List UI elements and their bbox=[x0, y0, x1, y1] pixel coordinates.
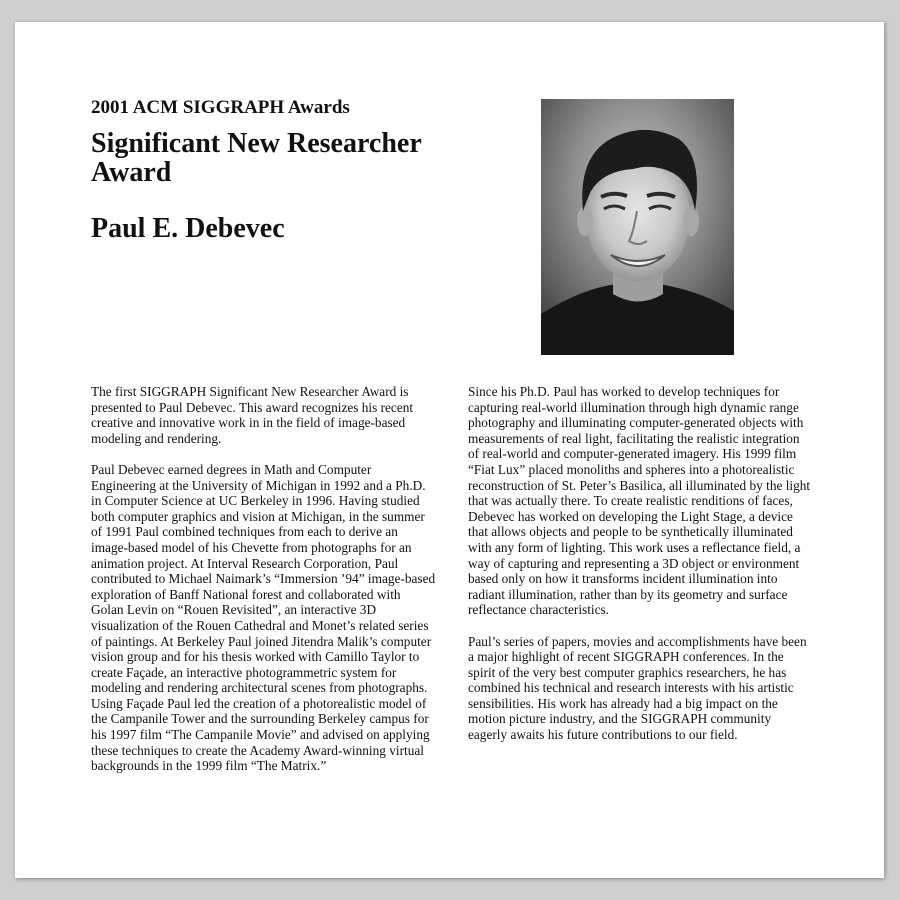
right-column-text bbox=[468, 384, 813, 758]
header-block bbox=[91, 97, 431, 243]
paragraph: Since his Ph.D. Paul has worked to develop techniques for capturing real-world illumination through high dynamic range photography and illuminating computer-generated objects with measurements of real light, facilitating the realistic integration of real-world and computer-generated imagery. His 1999 film “Fiat Lux” placed monoliths and spheres into a photorealistic reconstruction of St. Peter’s Basilica, all illuminated by the light that was actually there. To create realistic renditions of faces, Debevec has worked on developing the Light Stage, a device that allows objects and people to be synthetically illuminated with any form of lighting. This work uses a reflectance field, a way of capturing and representing a 3D object or environment based only on how it transforms incident illumination into radiant illumination, rather than by its geometry and surface reflectance characteristics. bbox=[468, 384, 811, 618]
award-title: Significant New Researcher Award bbox=[91, 128, 422, 188]
portrait-photo-icon bbox=[541, 99, 734, 355]
awards-line: 2001 ACM SIGGRAPH Awards bbox=[91, 97, 350, 118]
recipient-name: Paul E. Debevec bbox=[91, 213, 285, 244]
paragraph: Paul Debevec earned degrees in Math and Computer Engineering at the University of Michigan in 1992 and a Ph.D. in Computer Science at UC Berkeley in 1996. Having studied both computer graphics and vision at Michigan, in the summer of 1991 Paul combined techniques from each to derive an image-based model of his Chevette from photographs for an animation project. At Interval Research Corporation, Paul contributed to Michael Naimark’s “Immersion ’94” image-based exploration of Banff National forest and collaborated with Golan Levin on “Rouen Revisited”, an interactive 3D visualization of the Rouen Cathedral and Monet’s related series of paintings. At Berkeley Paul joined Jitendra Malik’s computer vision group and for his thesis worked with Camillo Taylor to create Façade, an interactive photogrammetric system for modeling and rendering architectural scenes from photographs. Using Façade Paul led the creation of a photorealistic model of the Campanile Tower and the surrounding Berkeley campus for his 1997 film “The Campanile Movie” and advised on applying these techniques to create the Academy Award-winning virtual backgrounds in the 1999 film “The Matrix.” bbox=[91, 461, 436, 774]
portrait-photo bbox=[541, 99, 734, 355]
left-column-text bbox=[91, 384, 436, 789]
paragraph: Paul’s series of papers, movies and accomplishments have been a major highlight of recent SIGGRAPH conferences. In the spirit of the very best computer graphics researchers, he has combined his technical and research interests with his artistic sensibilities. His work has already had a big impact on the motion picture industry, and the SIGGRAPH community eagerly awaits his future contributions to our field. bbox=[468, 633, 807, 743]
document-page bbox=[15, 22, 884, 878]
paragraph: The first SIGGRAPH Significant New Researcher Award is presented to Paul Debevec. This award recognizes his recent creative and innovative work in in the field of image-based modeling and rendering. bbox=[91, 384, 414, 446]
